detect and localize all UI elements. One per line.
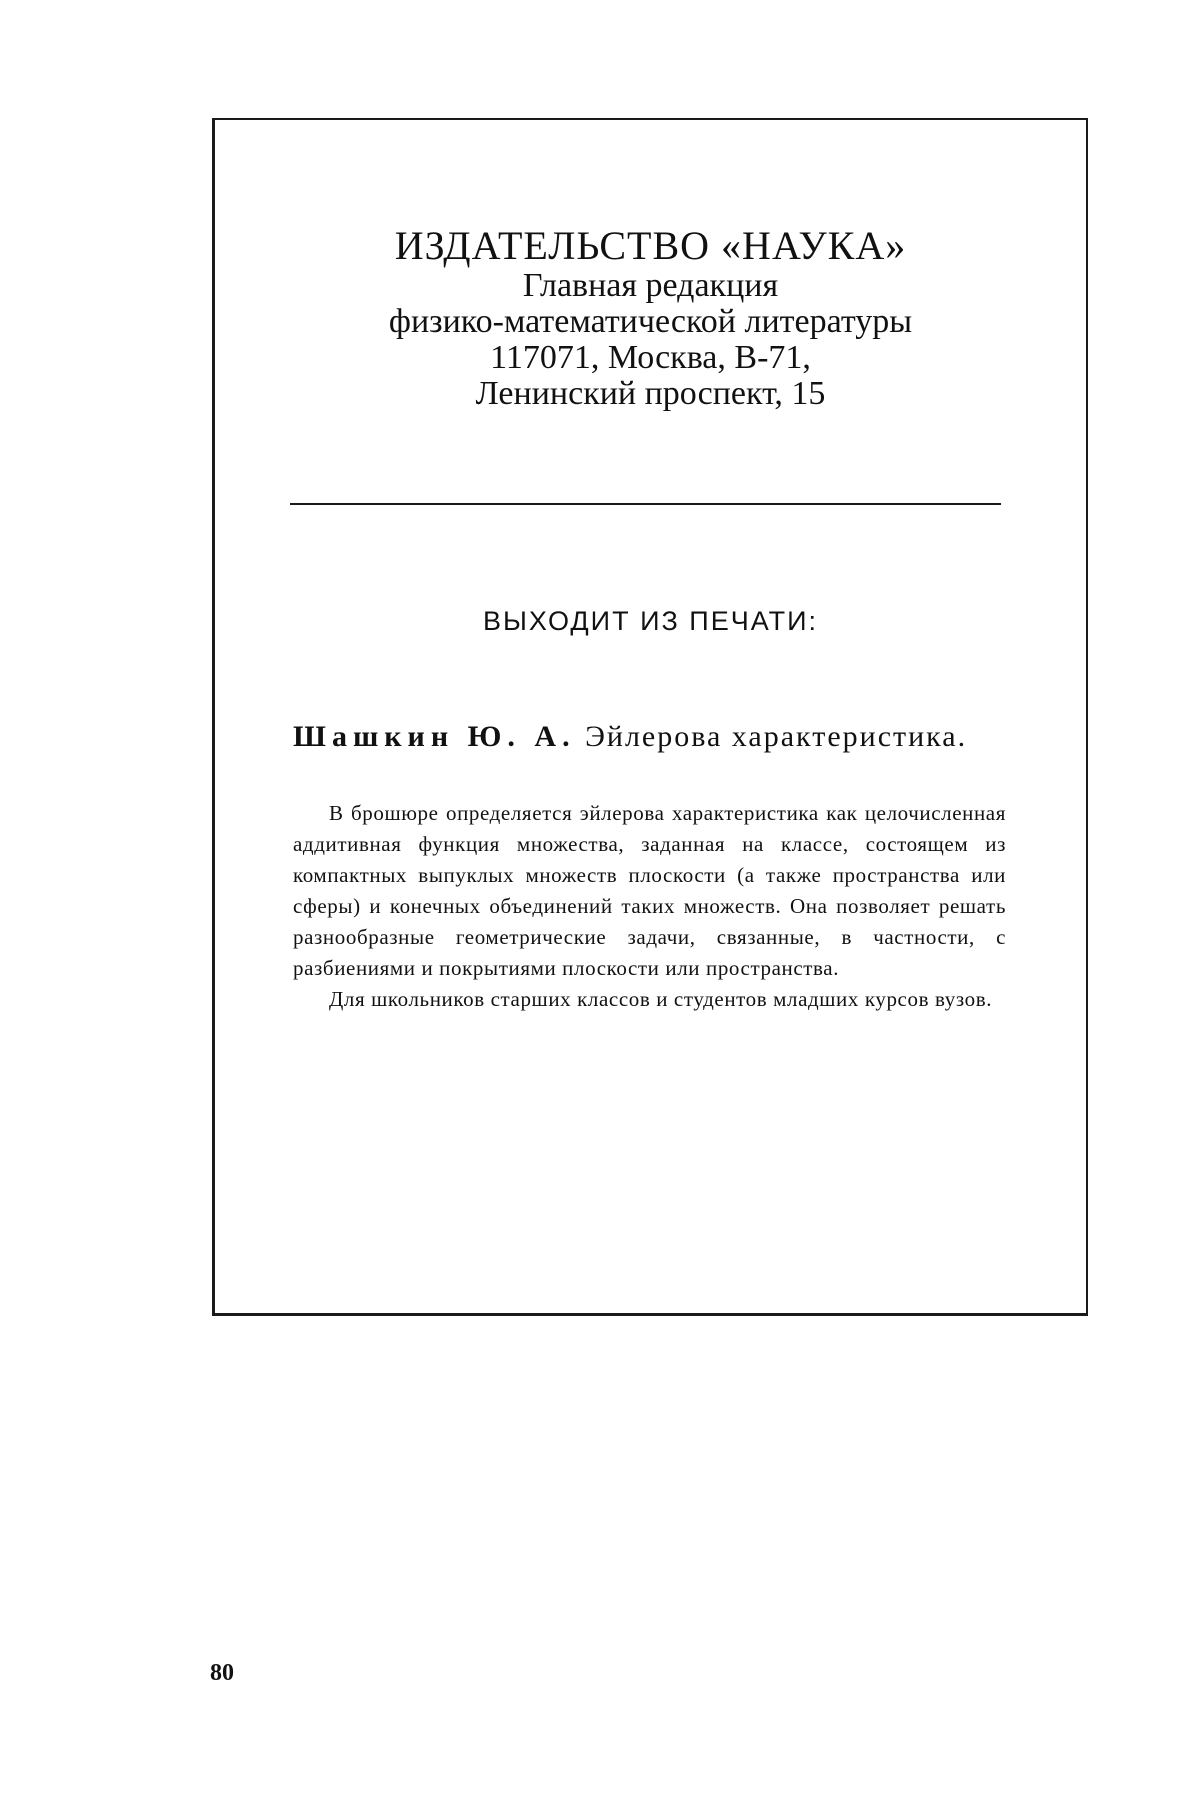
publisher-line: Главная редакция <box>522 267 779 304</box>
abstract-paragraph: В брошюре определяется эйлерова характеристика как целочисленная аддитивная функция множества, заданная на классе, состоящем из компактных выпуклых множеств плоскости (а также пространства или сферы) и конечных объединений таких множеств. Она позволяет решать разнообразные геометрические задачи, связанные, в частности, с разбиениями и покрытиями плоскости или пространства. <box>293 801 1006 980</box>
publisher-line: физико-математической литературы <box>388 303 913 340</box>
book-title: Эйлерова характеристика. <box>585 720 968 753</box>
publisher-name: ИЗДАТЕЛЬСТВО «НАУКА» <box>394 223 907 268</box>
divider-line <box>290 503 1001 505</box>
book-abstract <box>293 798 1006 1015</box>
book-heading <box>293 720 1006 754</box>
book-author: Шашкин Ю. А. <box>293 720 576 753</box>
announcement-heading: ВЫХОДИТ ИЗ ПЕЧАТИ: <box>482 606 819 636</box>
publisher-block <box>215 224 1086 412</box>
publisher-address: Ленинский проспект, 15 <box>475 375 826 412</box>
publisher-address: 117071, Москва, В-71, <box>490 339 811 376</box>
audience-paragraph: Для школьников старших классов и студентов младших курсов вузов. <box>329 987 993 1011</box>
announcement-frame <box>212 118 1088 1316</box>
page-number: 80 <box>210 1660 234 1686</box>
